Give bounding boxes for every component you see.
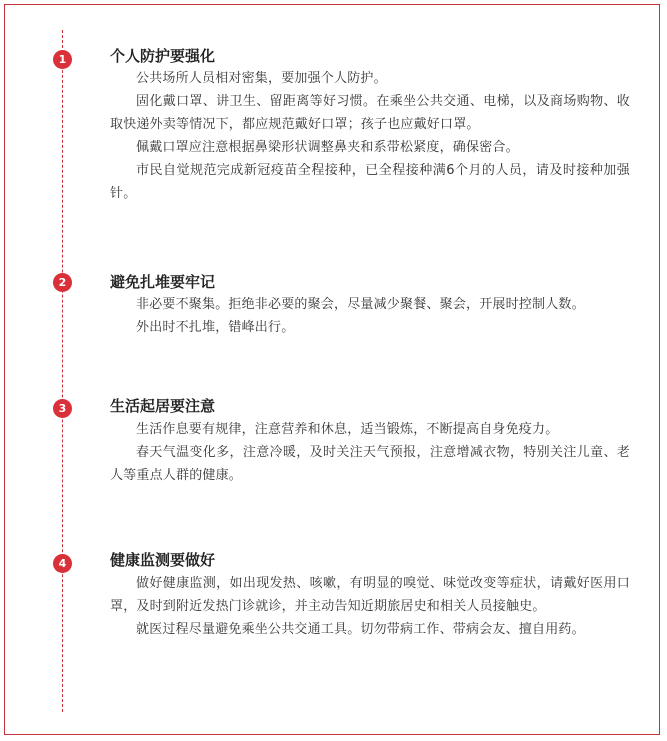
section-body [110,293,630,339]
step-number-badge: 3 [53,399,72,418]
step-number-badge: 1 [53,50,72,69]
paragraph: 非必要不聚集。拒绝非必要的聚会，尽量减少聚餐、聚会，开展时控制人数。 [136,297,585,312]
section-heading: 个人防护要强化 [110,47,216,65]
timeline-dashed-line [62,30,63,712]
section-body [110,418,630,487]
paragraph: 生活作息要有规律，注意营养和休息，适当锻炼，不断提高自身免疫力。 [136,422,559,437]
section-body [110,572,630,641]
paragraph: 公共场所人员相对密集，要加强个人防护。 [136,71,387,86]
section-heading: 避免扎堆要牢记 [110,273,216,291]
paragraph: 固化戴口罩、讲卫生、留距离等好习惯。在乘坐公共交通、电梯，以及商场购物、收取快递外卖等情况下，都应规范戴好口罩；孩子也应戴好口罩。 [110,94,630,132]
paragraph: 就医过程尽量避免乘坐公共交通工具。切勿带病工作、带病会友、擅自用药。 [136,622,585,637]
section-heading: 生活起居要注意 [110,397,216,415]
paragraph: 做好健康监测，如出现发热、咳嗽，有明显的嗅觉、味觉改变等症状，请戴好医用口罩，及时到附近发热门诊就诊，并主动告知近期旅居史和相关人员接触史。 [110,576,630,614]
paragraph: 外出时不扎堆，错峰出行。 [136,320,295,335]
section-body [110,67,630,205]
paragraph: 市民自觉规范完成新冠疫苗全程接种，已全程接种满6个月的人员，请及时接种加强针。 [110,163,630,201]
section-heading: 健康监测要做好 [110,551,216,569]
paragraph: 佩戴口罩应注意根据鼻梁形状调整鼻夹和系带松紧度，确保密合。 [136,140,519,155]
paragraph: 春天气温变化多，注意冷暖，及时关注天气预报，注意增减衣物，特别关注儿童、老人等重点人群的健康。 [110,445,630,483]
step-number-badge: 2 [53,273,72,292]
step-number-badge: 4 [53,554,72,573]
